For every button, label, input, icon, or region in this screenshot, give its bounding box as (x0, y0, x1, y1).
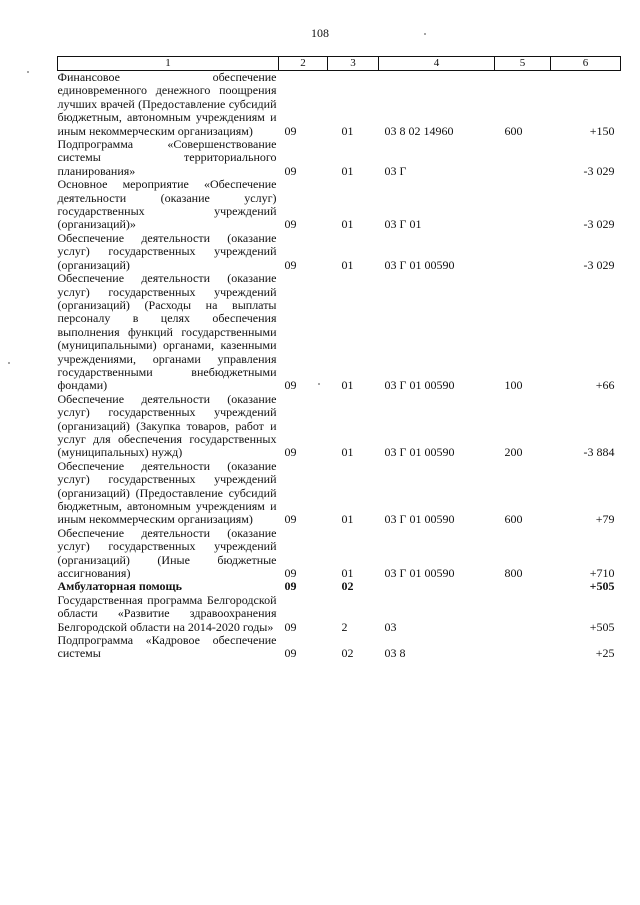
target-article-code: 03 8 02 14960 (384, 123, 454, 138)
target-article-code: 03 (384, 619, 397, 634)
row-description: Обеспечение деятельности (оказание услуг) государственных учреждений (организаций) (57, 230, 277, 272)
amount-change: +66 (595, 378, 615, 393)
amount-change: +79 (595, 512, 615, 527)
subsection-code: 01 (341, 378, 354, 393)
row-description: Финансовое обеспечение единовременного денежного поощрения лучших врачей (Предоставление субсидий бюджетным, автономным учреждениям и иным некоммерческим организациям) (57, 70, 277, 138)
row-description: Обеспечение деятельности (оказание услуг) государственных учреждений (организаций) (Закупка товаров, работ и услуг для обеспечения государственных (муниципальных) нужд) (57, 391, 277, 460)
target-article-code (379, 580, 495, 593)
section-code: 09 (284, 579, 297, 594)
scan-speck (424, 33, 426, 35)
target-article-code: 03 Г 01 00590 (384, 512, 455, 527)
expense-type-code: 800 (504, 566, 523, 581)
row-description: Подпрограмма «Кадровое обеспечение системы (57, 633, 277, 661)
expense-type-code (495, 580, 551, 593)
row-description: Основное мероприятие «Обеспечение деятельности (оказание услуг) государственных учреждений (организаций)» (57, 177, 277, 232)
table-row (58, 634, 621, 661)
section-code: 09 (284, 123, 297, 138)
subsection-code: 02 (341, 579, 354, 594)
amount-change: -3 029 (583, 217, 615, 232)
subsection-code: 01 (341, 512, 354, 527)
amount-change: +25 (595, 646, 615, 661)
subsection-code: 01 (341, 123, 354, 138)
section-code: 09 (284, 445, 297, 460)
table-row (58, 71, 621, 139)
table-row (58, 527, 621, 581)
table-row (58, 460, 621, 527)
row-description: Обеспечение деятельности (оказание услуг) государственных учреждений (организаций) (Иные бюджетные ассигнования) (57, 525, 277, 581)
target-article-code: 03 8 (384, 646, 406, 661)
amount-change: +505 (589, 579, 615, 594)
amount-change: -3 884 (583, 445, 615, 460)
table-row (58, 393, 621, 460)
target-article-code: 03 Г 01 (384, 217, 422, 232)
section-code: 09 (284, 163, 297, 178)
target-article-code: 03 Г 01 00590 (384, 566, 455, 581)
expense-type-code (495, 594, 551, 634)
header-row (58, 57, 621, 71)
row-description: Подпрограмма «Совершенствование системы территориального планирования» (57, 137, 277, 178)
budget-table (57, 56, 621, 661)
subsection-code: 01 (341, 566, 354, 581)
section-code: 09 (284, 217, 297, 232)
subsection-code: 01 (341, 217, 354, 232)
subsection-code: 2 (341, 619, 348, 634)
subsection-code: 01 (341, 257, 354, 272)
scan-speck (27, 71, 29, 73)
section-code: 09 (284, 566, 297, 581)
expense-type-code (495, 138, 551, 178)
amount-change: -3 029 (583, 163, 615, 178)
table-row (58, 178, 621, 232)
header-col-4: 4 (379, 57, 495, 71)
table-row (58, 272, 621, 393)
expense-type-code (495, 232, 551, 272)
target-article-code: 03 Г (384, 163, 407, 178)
section-code: 09 (284, 646, 297, 661)
amount-change: +710 (589, 566, 615, 581)
section-code: 09 (284, 619, 297, 634)
amount-change: +150 (589, 123, 615, 138)
header-col-3: 3 (328, 57, 379, 71)
amount-change: +505 (589, 619, 615, 634)
subsection-code: 01 (341, 163, 354, 178)
table-row (58, 232, 621, 272)
target-article-code: 03 Г 01 00590 (384, 378, 455, 393)
expense-type-code: 100 (504, 378, 523, 393)
table-row (58, 580, 621, 593)
table-row (58, 138, 621, 178)
target-article-code: 03 Г 01 00590 (384, 445, 455, 460)
section-code: 09 (284, 378, 297, 393)
expense-type-code (495, 178, 551, 232)
table-row (58, 594, 621, 634)
header-col-5: 5 (495, 57, 551, 71)
expense-type-code: 200 (504, 445, 523, 460)
target-article-code: 03 Г 01 00590 (384, 257, 455, 272)
row-description: Обеспечение деятельности (оказание услуг) государственных учреждений (организаций) (Расходы на выплаты персоналу в целях обеспечения выполнения функций государственными (муниципальными) органами, казенными учреждениями, органами управления государственными внебюджетными фондами) (57, 271, 277, 393)
section-code: 09 (284, 257, 297, 272)
subsection-code: 01 (341, 445, 354, 460)
page-number: 108 (311, 26, 329, 40)
row-description: Государственная программа Белгородской области «Развитие здравоохранения Белгородской области на 2014-2020 годы» (57, 592, 277, 634)
scan-speck (8, 362, 10, 364)
subsection-code: 02 (341, 646, 354, 661)
row-description: Обеспечение деятельности (оказание услуг) государственных учреждений (организаций) (Предоставление субсидий бюджетным, автономным учреждениям и иным некоммерческим организациям) (57, 458, 277, 527)
expense-type-code (495, 634, 551, 661)
row-description: Амбулаторная помощь (57, 579, 182, 594)
amount-change: -3 029 (583, 257, 615, 272)
header-col-6: 6 (551, 57, 621, 71)
expense-type-code: 600 (504, 512, 523, 527)
header-col-1: 1 (58, 57, 279, 71)
header-col-2: 2 (279, 57, 328, 71)
expense-type-code: 600 (504, 123, 523, 138)
section-code: 09 (284, 512, 297, 527)
